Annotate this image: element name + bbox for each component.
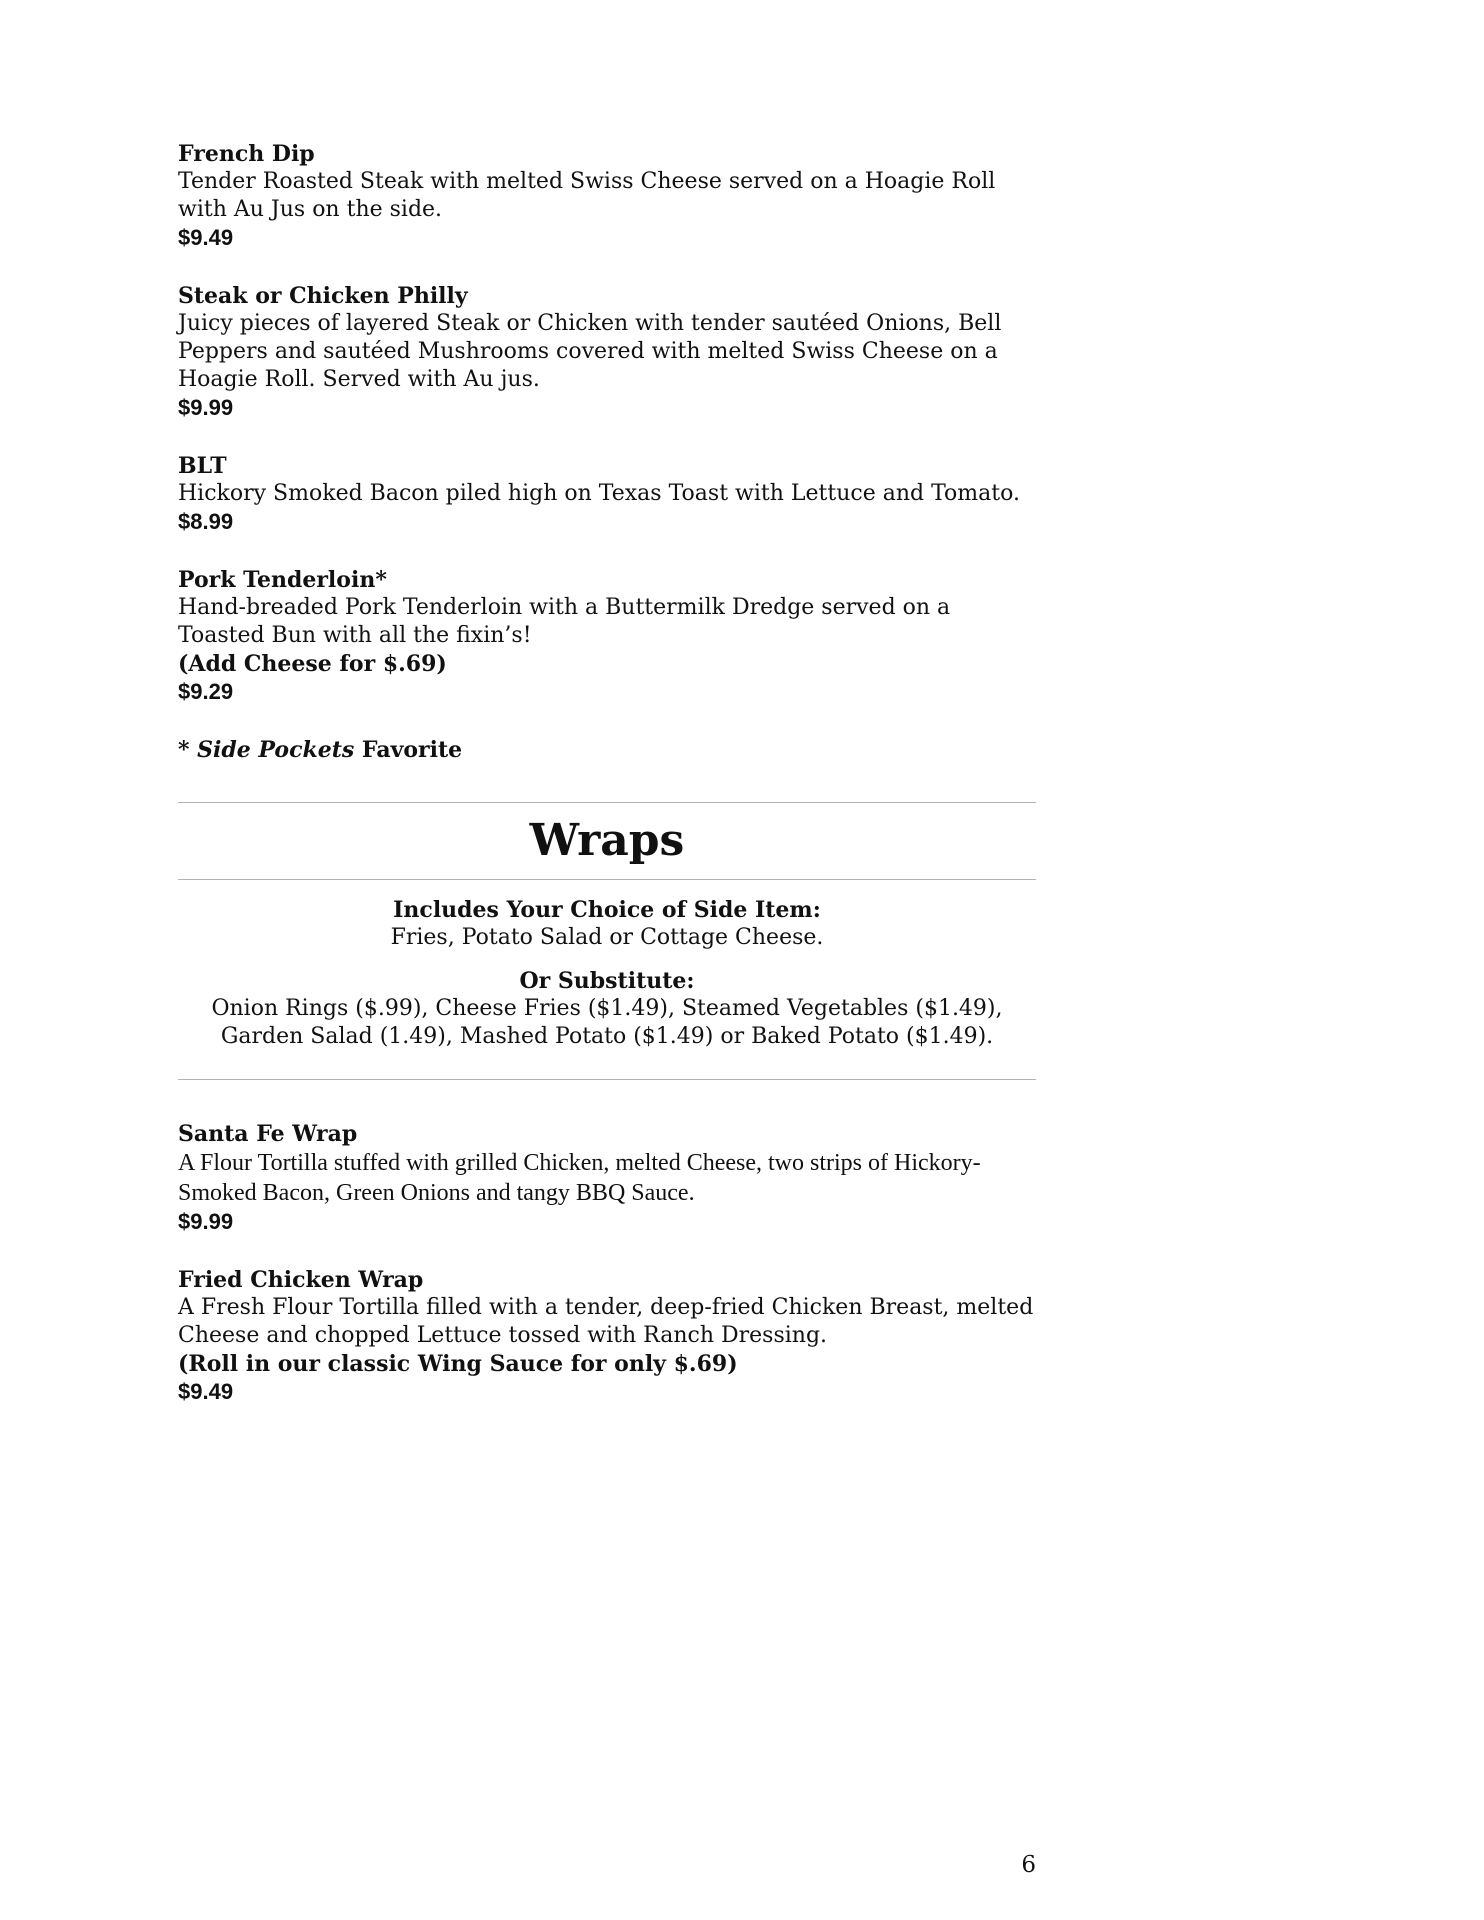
divider bbox=[178, 1079, 1036, 1080]
item-price: $9.49 bbox=[178, 1379, 234, 1404]
item-price: $9.99 bbox=[178, 395, 234, 420]
divider bbox=[178, 879, 1036, 880]
page-number: 6 bbox=[1021, 1852, 1036, 1878]
item-name: Pork Tenderloin* bbox=[178, 567, 387, 593]
menu-content bbox=[178, 140, 1036, 1436]
side-item-info bbox=[178, 896, 1036, 952]
section-title-wraps: Wraps bbox=[529, 815, 685, 866]
item-name: BLT bbox=[178, 453, 227, 479]
item-name: French Dip bbox=[178, 141, 315, 167]
includes-text: Fries, Potato Salad or Cottage Cheese. bbox=[390, 925, 824, 950]
divider bbox=[178, 802, 1036, 803]
item-name: Fried Chicken Wrap bbox=[178, 1267, 424, 1293]
menu-item-steak-or-chicken-philly bbox=[178, 282, 1036, 422]
item-note: (Add Cheese for $.69) bbox=[178, 651, 447, 677]
item-name: Santa Fe Wrap bbox=[178, 1121, 358, 1147]
item-description: Tender Roasted Steak with melted Swiss Cheese served on a Hoagie Roll with Au Jus on the side. bbox=[178, 169, 996, 222]
substitute-heading: Or Substitute: bbox=[519, 968, 695, 994]
menu-item-pork-tenderloin bbox=[178, 566, 1036, 706]
item-price: $8.99 bbox=[178, 509, 234, 534]
footnote-brand-name: Side Pockets bbox=[197, 737, 355, 763]
item-description: Juicy pieces of layered Steak or Chicken with tender sautéed Onions, Bell Peppers and sautéed Mushrooms covered with melted Swiss Cheese on a Hoagie Roll. Served with Au jus. bbox=[178, 311, 1002, 392]
footnote-asterisk: * bbox=[178, 737, 198, 763]
item-description: Hand-breaded Pork Tenderloin with a Buttermilk Dredge served on a Toasted Bun with all the fixin’s! bbox=[178, 595, 951, 648]
item-description: A Flour Tortilla stuffed with grilled Chicken, melted Cheese, two strips of Hickory-Smoked Bacon, Green Onions and tangy BBQ Sauce. bbox=[178, 1150, 981, 1206]
item-description: A Fresh Flour Tortilla filled with a tender, deep-fried Chicken Breast, melted Cheese and chopped Lettuce tossed with Ranch Dressing. bbox=[178, 1295, 1034, 1348]
item-price: $9.29 bbox=[178, 679, 234, 704]
wrap-items bbox=[178, 1120, 1036, 1406]
menu-item-santa-fe-wrap bbox=[178, 1120, 1036, 1236]
item-price: $9.99 bbox=[178, 1209, 234, 1234]
menu-item-fried-chicken-wrap bbox=[178, 1266, 1036, 1406]
substitute-line-1: Onion Rings ($.99), Cheese Fries ($1.49), Steamed Vegetables ($1.49), bbox=[211, 996, 1003, 1021]
item-name: Steak or Chicken Philly bbox=[178, 283, 468, 309]
item-price: $9.49 bbox=[178, 225, 234, 250]
substitute-line-2: Garden Salad (1.49), Mashed Potato ($1.49) or Baked Potato ($1.49). bbox=[220, 1024, 994, 1049]
item-description: Hickory Smoked Bacon piled high on Texas Toast with Lettuce and Tomato. bbox=[178, 481, 1020, 506]
footnote-rest: Favorite bbox=[354, 737, 463, 763]
includes-heading: Includes Your Choice of Side Item: bbox=[393, 897, 821, 923]
substitute-info bbox=[178, 967, 1036, 1051]
menu-item-french-dip bbox=[178, 140, 1036, 252]
item-note: (Roll in our classic Wing Sauce for only $.69) bbox=[178, 1351, 738, 1377]
favorite-footnote bbox=[178, 736, 1036, 764]
menu-item-blt bbox=[178, 452, 1036, 536]
